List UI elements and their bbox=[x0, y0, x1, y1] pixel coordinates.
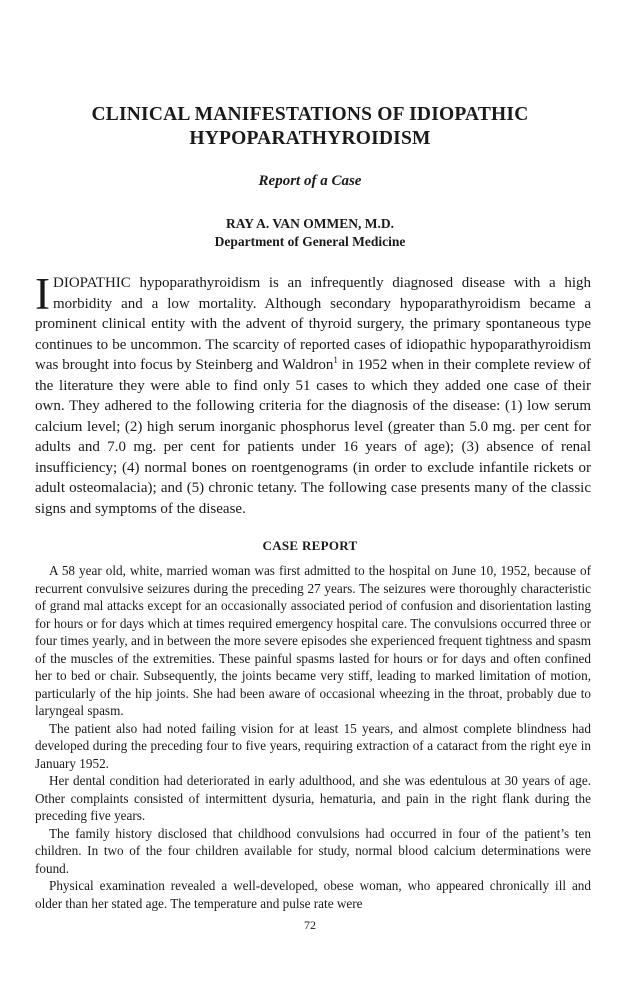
author-name: RAY A. VAN OMMEN, M.D. bbox=[225, 216, 394, 231]
case-paragraph: Physical examination revealed a well-developed, obese woman, who appeared chronically ill and older than her stated age. The temperature and pulse rate were bbox=[35, 878, 591, 911]
case-paragraph: The family history disclosed that childhood convulsions had occurred in four of the patient’s ten children. In two of the four children available for study, normal blood calcium determinations were found. bbox=[35, 825, 591, 876]
author-department: Department of General Medicine bbox=[214, 234, 406, 249]
case-report-body bbox=[35, 562, 591, 912]
reference-marker: 1 bbox=[333, 355, 338, 365]
intro-first-word: DIOPATHIC bbox=[53, 275, 131, 291]
title-line-2: HYPOPARATHYROIDISM bbox=[189, 128, 431, 149]
page-number: 72 bbox=[304, 918, 316, 932]
author-block bbox=[40, 215, 580, 251]
intro-text-part-1: hypoparathyroidism is an infrequently diagnosed disease with a high morbidity and a low mortality. Although secondary hypoparathyroidism became a prominent clinical entity with the advent of thyroid surgery, the primary spontaneous type continues to be uncommon. The scarcity of reported cases of idiopathic hypoparathyroidism was brought into focus by Steinberg and Waldron bbox=[35, 275, 591, 373]
case-paragraph: A 58 year old, white, married woman was first admitted to the hospital on June 10, 1952, because of recurrent convulsive seizures during the preceding 27 years. The seizures were thoroughly characteristic of grand mal attacks except for an occasionally associated period of confusion and disorientation lasting for hours or for days which at times required emergency hospital care. The convulsions occurred three or four times yearly, and in between the more severe episodes she experienced frequent tightness and spasm of the muscles of the extremities. These painful spasms lasted for hours or for days and often confined her to bed or chair. Subsequently, the joints became very stiff, leading to marked limitation of motion, particularly of the hip joints. She had been aware of occasional wheezing in the throat, probably due to laryngeal spasm. bbox=[35, 563, 591, 718]
article-subtitle: Report of a Case bbox=[258, 173, 362, 189]
intro-text-part-2: in 1952 when in their complete review of the literature they were able to find only 51 cases to which they added one case of their own. They adhered to the following criteria for the diagnosis of the disease: (1) low serum calcium level; (2) high serum inorganic phosphorus level (greater than 5.0 mg. per cent for adults and 7.0 mg. per cent for patients under 16 years of age); (3) absence of renal insufficiency; (4) normal bones on roentgenograms (in order to exclude infantile rickets or adult osteomalacia); and (5) chronic tetany. The following case presents many of the classic signs and symptoms of the disease. bbox=[35, 357, 591, 517]
drop-cap: I bbox=[35, 269, 50, 319]
article-title bbox=[40, 103, 580, 151]
section-heading-case-report: CASE REPORT bbox=[262, 538, 358, 553]
intro-paragraph bbox=[35, 269, 591, 519]
case-paragraph: The patient also had noted failing vision for at least 15 years, and almost complete blindness had developed during the preceding four to five years, requiring extraction of a cataract from the right eye in January 1952. bbox=[35, 720, 591, 771]
title-line-1: CLINICAL MANIFESTATIONS OF IDIOPATHIC bbox=[91, 104, 529, 125]
case-paragraph: Her dental condition had deteriorated in early adulthood, and she was edentulous at 30 years of age. Other complaints consisted of intermittent dysuria, hematuria, and pain in the right flank during the preceding five years. bbox=[35, 773, 591, 823]
